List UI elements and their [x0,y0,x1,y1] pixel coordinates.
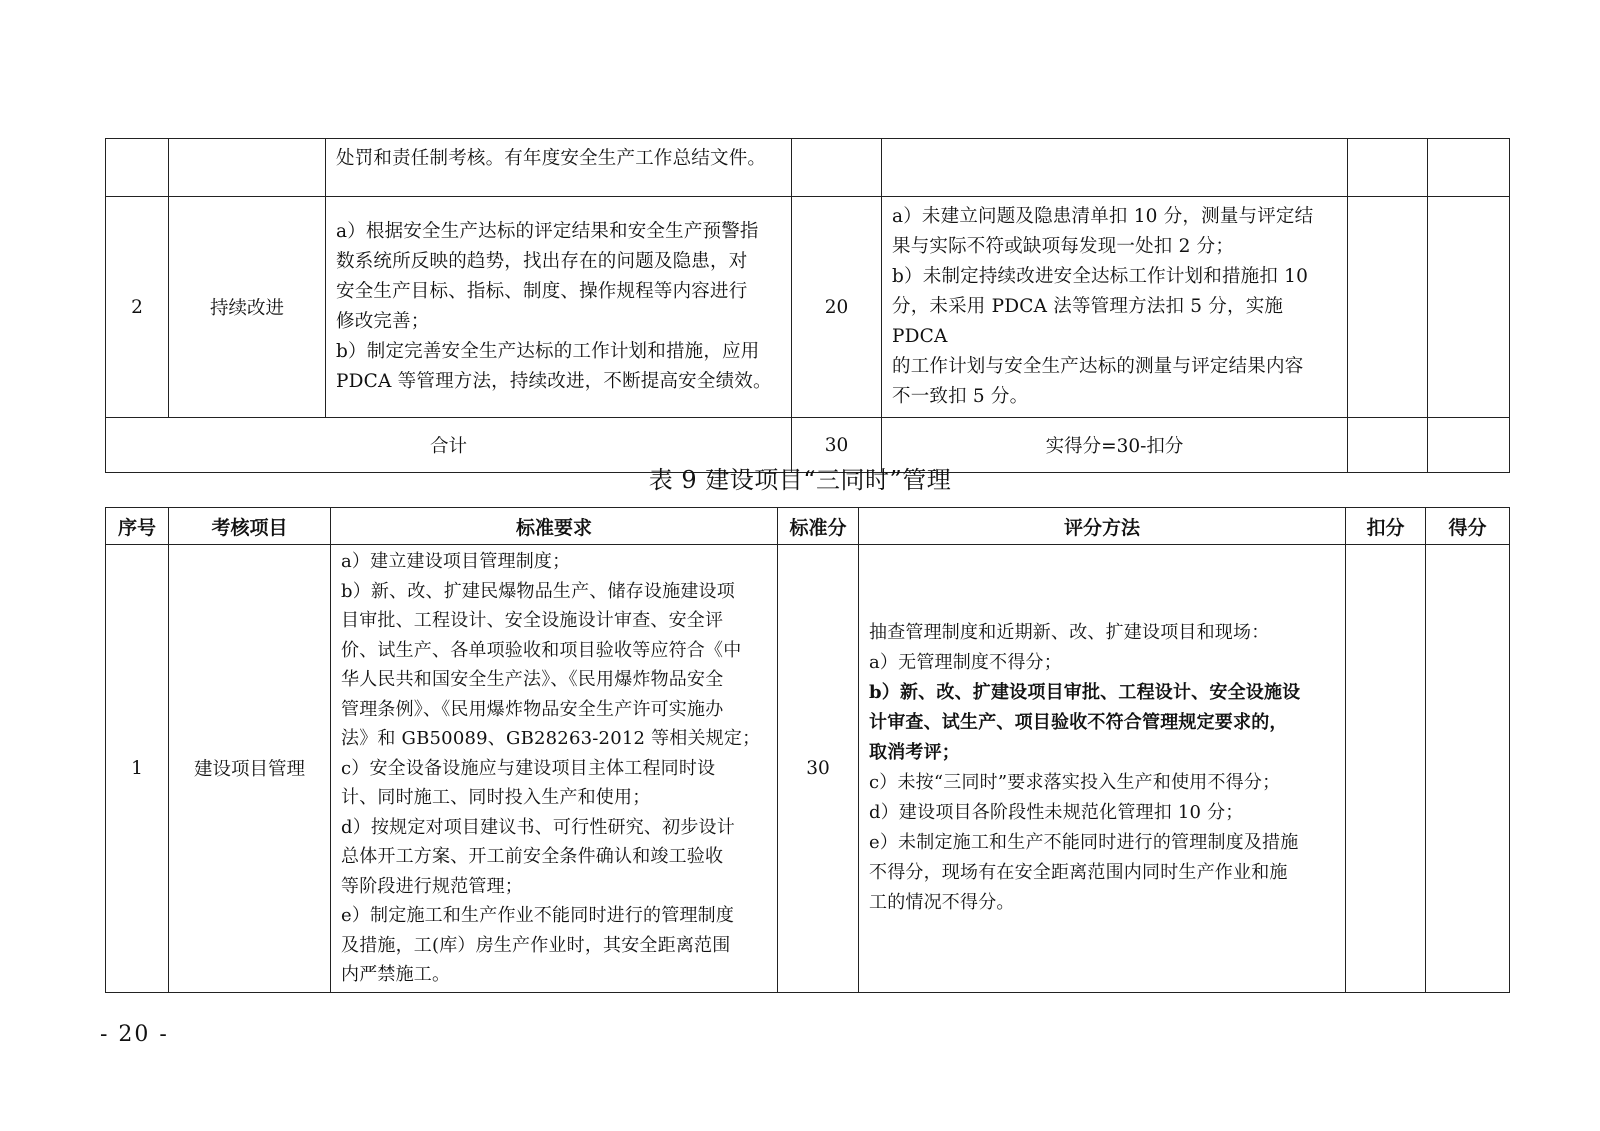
score-cell [792,139,882,197]
text-line: 等阶段进行规范管理； [341,875,523,897]
table-8-tail [105,138,1510,473]
text-line: 工的情况不得分。 [869,892,1015,914]
item-cell: 建设项目管理 [169,545,331,993]
text-line: 总体开工方案、开工前安全条件确认和竣工验收 [341,846,724,867]
text-line: 法》和 GB50089、GB28263-2012 等相关规定； [341,728,761,749]
text-line: 不一致扣 5 分。 [892,386,1029,407]
header-got: 得分 [1426,508,1510,545]
text-line: 管理条例》、《民用爆炸物品安全生产许可实施办 [341,698,724,720]
text-line: 的工作计划与安全生产达标的测量与评定结果内容 [892,356,1304,377]
text-line: 果与实际不符或缺项每发现一处扣 2 分； [892,236,1235,257]
text-line: 计、同时施工、同时投入生产和使用； [341,787,651,808]
seq-cell: 2 [106,197,169,418]
text-line-bold: 计审查、试生产、项目验收不符合管理规定要求的， [869,712,1288,734]
text-line: 安全生产目标、指标、制度、操作规程等内容进行 [336,281,748,302]
text-line: 修改完善； [336,311,430,332]
text-line: c）未按“三同时”要求落实投入生产和使用不得分； [869,772,1281,794]
text-line: b）制定完善安全生产达标的工作计划和措施，应用 [336,341,760,362]
method-cell [882,197,1348,418]
text-line: d）按规定对项目建议书、可行性研究、初步设计 [341,816,735,838]
requirement-cell [326,197,792,418]
text-line: a）根据安全生产达标的评定结果和安全生产预警指 [336,221,759,242]
header-requirement: 标准要求 [331,508,778,545]
table-row [106,545,1510,993]
got-cell [1428,139,1510,197]
text-line: d）建设项目各阶段性未规范化管理扣 10 分； [869,802,1244,824]
deduct-cell [1348,139,1428,197]
deduct-cell [1346,545,1426,993]
method-cell [859,545,1346,993]
total-method: 实得分=30-扣分 [882,418,1348,473]
text-line: 价、试生产、各单项验收和项目验收等应符合《中 [341,639,742,661]
text-line: 及措施，工(库）房生产作业时，其安全距离范围 [341,934,731,956]
item-cell: 持续改进 [169,197,326,418]
text-line: 目审批、工程设计、安全设施设计审查、安全评 [341,610,724,631]
table-row [106,139,1510,197]
text-line: a）未建立问题及隐患清单扣 10 分，测量与评定结 [892,206,1314,227]
seq-cell: 1 [106,545,169,993]
text-line: 抽查管理制度和近期新、改、扩建设项目和现场： [869,622,1270,644]
got-cell [1426,545,1510,993]
text-line: 内严禁施工。 [341,964,451,985]
header-deduct: 扣分 [1346,508,1426,545]
table-9-title: 表 9 建设项目“三同时”管理 [648,466,952,494]
text-line: a）无管理制度不得分； [869,652,1062,674]
text-line-bold: 取消考评； [869,742,960,764]
item-cell [169,139,326,197]
text-line: 不得分，现场有在安全距离范围内同时生产作业和施 [869,862,1288,884]
text-line: c）安全设备设施应与建设项目主体工程同时设 [341,757,716,779]
requirement-cell [331,545,778,993]
page-number: - 20 - [100,1022,169,1047]
table-9 [105,507,1510,993]
requirement-cell: 处罚和责任制考核。有年度安全生产工作总结文件。 [326,139,792,197]
text-line: 分，未采用 PDCA 法等管理方法扣 5 分，实施 PDCA [892,296,1284,347]
seq-cell [106,139,169,197]
text-line: a）建立建设项目管理制度； [341,551,571,572]
score-cell: 20 [792,197,882,418]
deduct-cell [1348,197,1428,418]
total-score: 30 [792,418,882,473]
text-line: 数系统所反映的趋势，找出存在的问题及隐患，对 [336,251,748,272]
text-line: e）制定施工和生产作业不能同时进行的管理制度 [341,905,735,926]
table-row [106,197,1510,418]
header-seq: 序号 [106,508,169,545]
text-line-bold: b）新、改、扩建设项目审批、工程设计、安全设施设 [869,682,1301,704]
text-line: e）未制定施工和生产不能同时进行的管理制度及措施 [869,832,1299,854]
header-row [106,508,1510,545]
score-cell: 30 [778,545,859,993]
text-line: PDCA 等管理方法，持续改进，不断提高安全绩效。 [336,371,772,392]
text-line: b）未制定持续改进安全达标工作计划和措施扣 10 [892,266,1309,287]
header-method: 评分方法 [859,508,1346,545]
text-line: b）新、改、扩建民爆物品生产、储存设施建设项 [341,580,735,602]
header-item: 考核项目 [169,508,331,545]
text-line: 华人民共和国安全生产法》、《民用爆炸物品安全 [341,669,724,690]
got-cell [1428,197,1510,418]
total-label: 合计 [106,418,792,473]
header-score: 标准分 [778,508,859,545]
method-cell [882,139,1348,197]
